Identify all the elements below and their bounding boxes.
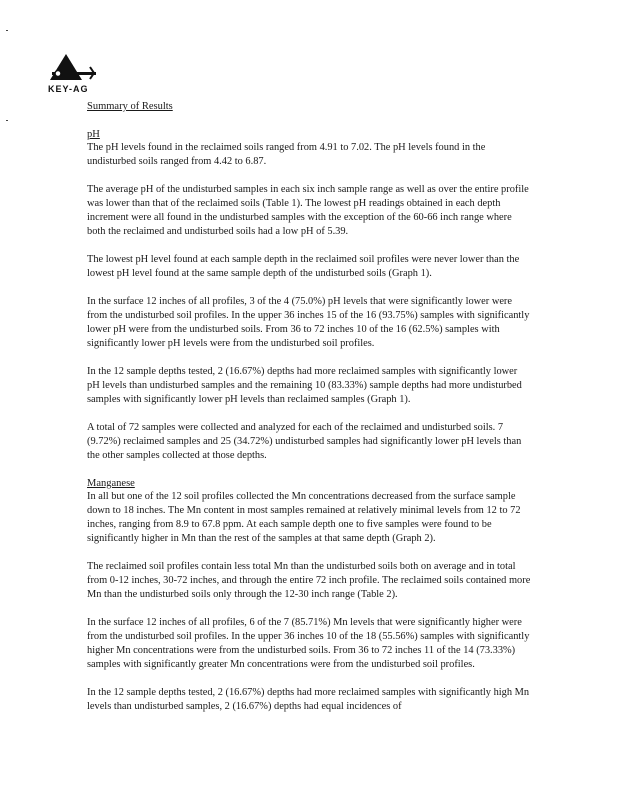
paragraph: The reclaimed soil profiles contain less total Mn than the undisturbed soils both on average and in total from 0-12 inches, 30-72 inches, and through the entire 72 inch profile. The reclaimed soils contained more Mn than the undisturbed soils only through the 12-30 inch range (Table 2). bbox=[87, 561, 531, 600]
scan-speck bbox=[6, 120, 8, 121]
paragraph: The average pH of the undisturbed samples in each six inch sample range as well as over the entire profile was lower than that of the reclaimed soils (Table 1). The lowest pH readings obtained in each depth increment were all found in the undisturbed samples with the exception of the 60-66 inch range where both the reclaimed and undisturbed soils had a low pH of 5.39. bbox=[87, 184, 529, 237]
section-ph bbox=[87, 128, 532, 463]
page-title: Summary of Results bbox=[87, 101, 173, 112]
paragraph: In the 12 sample depths tested, 2 (16.67%) depths had more reclaimed samples with significantly high Mn levels than undisturbed samples, 2 (16.67%) depths had equal incidences of bbox=[87, 687, 530, 712]
paragraph: In all but one of the 12 soil profiles collected the Mn concentrations decreased from the surface sample down to 18 inches. The Mn content in most samples remained at relatively minimal levels from 12 to 72 inches, ranging from 8.9 to 67.8 ppm. At each sample depth one to five samples were found to be significantly higher in Mn than the rest of the samples at that same depth (Graph 2). bbox=[87, 491, 521, 544]
section-heading-ph: pH bbox=[87, 129, 100, 140]
paragraph: In the 12 sample depths tested, 2 (16.67%) depths had more reclaimed samples with significantly lower pH levels than undisturbed samples and the remaining 10 (83.33%) sample depths had more undisturbed samples with significantly lower pH levels than reclaimed samples (Graph 1). bbox=[87, 366, 522, 405]
logo-text: KEY-AG bbox=[48, 84, 89, 94]
paragraph: In the surface 12 inches of all profiles, 6 of the 7 (85.71%) Mn levels that were significantly higher were from the undisturbed soil profiles. In the upper 36 inches 10 of the 18 (55.56%) samples with significantly higher Mn concentrations were from the undisturbed soils. From 36 to 72 inches 11 of the 14 (73.33%) samples with significantly greater Mn concentrations were from the undisturbed soil profiles. bbox=[87, 617, 530, 670]
paragraph: The pH levels found in the reclaimed soils ranged from 4.91 to 7.02. The pH levels found in the undisturbed soils ranged from 4.42 to 6.87. bbox=[87, 142, 486, 167]
document-body bbox=[87, 100, 532, 728]
paragraph: The lowest pH level found at each sample depth in the reclaimed soil profiles were never lower than the lowest pH level found at the same sample depth of the undisturbed soils (Graph 1). bbox=[87, 254, 520, 279]
section-manganese bbox=[87, 477, 532, 714]
scan-speck bbox=[6, 30, 8, 31]
paragraph: In the surface 12 inches of all profiles, 3 of the 4 (75.0%) pH levels that were significantly lower were from the undisturbed soil profiles. In the upper 36 inches 15 of the 16 (93.75%) samples with significantly lower pH were from the undisturbed soils. From 36 to 72 inches 10 of the 16 (62.5%) samples with significantly lower pH levels were from the undisturbed soil profiles. bbox=[87, 296, 530, 349]
paragraph: A total of 72 samples were collected and analyzed for each of the reclaimed and undisturbed soils. 7 (9.72%) reclaimed samples and 25 (34.72%) undisturbed samples had significantly lower pH levels than the other samples collected at those depths. bbox=[87, 422, 522, 461]
logo-mark-icon bbox=[44, 52, 104, 86]
section-heading-manganese: Manganese bbox=[87, 478, 135, 489]
